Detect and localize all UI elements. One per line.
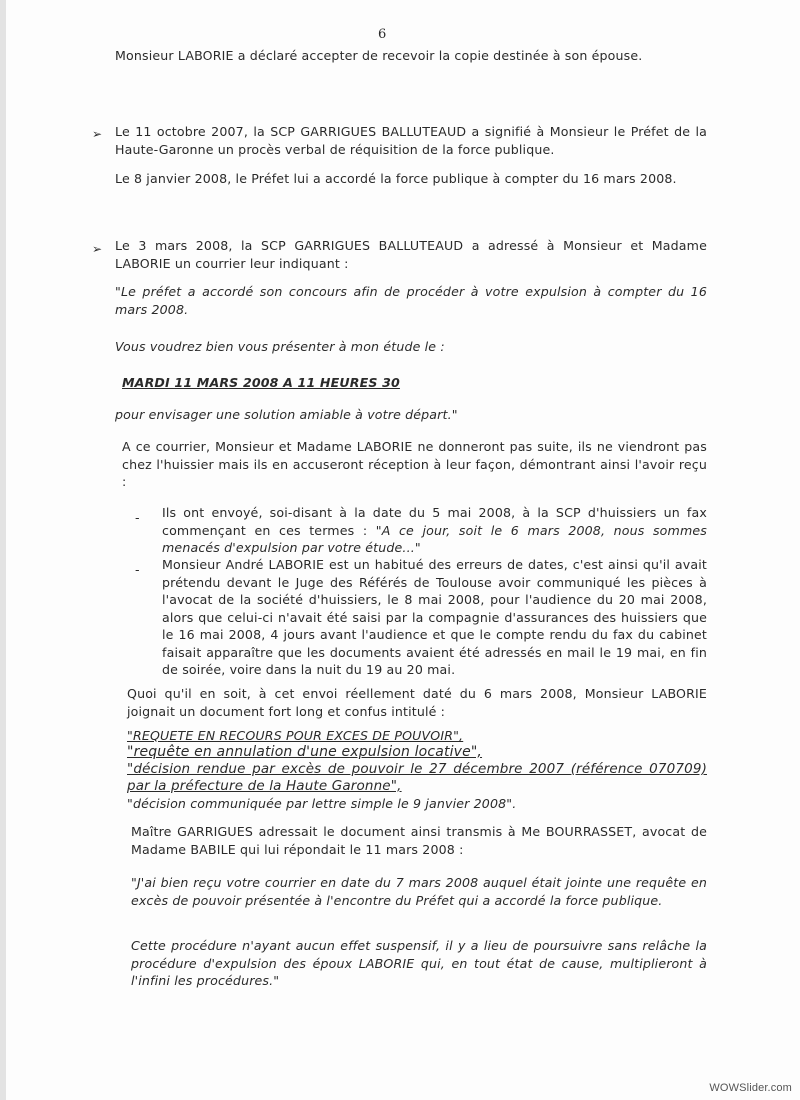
list-item [162,504,707,557]
list-item-text: Ils ont envoyé, soi-disant à la date du 5 mai 2008, à la SCP d'huissiers un fax commençant en ces termes : [162,505,707,538]
title-item: "décision rendue par excès de pouvoir le 27 décembre 2007 (référence 070709) par la préfecture de la Haute Garonne", [127,761,707,794]
quote: pour envisager une solution amiable à votre départ." [115,407,458,422]
page-number: 6 [378,27,387,42]
paragraph: Quoi qu'il en soit, à cet envoi réellement daté du 6 mars 2008, Monsieur LABORIE joignait un document fort long et confus intitulé : [127,686,707,719]
paragraph: A ce courrier, Monsieur et Madame LABORIE ne donneront pas suite, ils ne viendront pas chez l'huissier mais ils en accuseront réception à leur façon, démontrant ainsi l'avoir reçu : [122,439,707,489]
dash-bullet: - [135,510,140,525]
paragraph: Le 8 janvier 2008, le Préfet lui a accordé la force publique à compter du 16 mars 2008. [115,171,677,186]
dash-bullet: - [135,562,140,577]
quote: Cette procédure n'ayant aucun effet suspensif, il y a lieu de poursuivre sans relâche la procédure d'expulsion des époux LABORIE qui, en tout état de cause, multiplieront à l'infini les procédures." [131,938,707,988]
quote: "Le préfet a accordé son concours afin de procéder à votre expulsion à compter du 16 mars 2008. [115,284,707,317]
list-item-quote: "A ce jour, soit le 6 mars 2008, nous sommes menacés d'expulsion par votre étude..." [162,522,707,555]
paragraph: Le 3 mars 2008, la SCP GARRIGUES BALLUTEAUD a adressé à Monsieur et Madame LABORIE un courrier leur indiquant : [115,238,707,271]
title-item: "requête en annulation d'une expulsion locative", [127,744,483,760]
quote: "J'ai bien reçu votre courrier en date du 7 mars 2008 auquel était jointe une requête en excès de pouvoir présentée à l'encontre du Préfet qui a accordé la force publique. [131,875,707,908]
title-list [127,727,707,812]
list-item: Monsieur André LABORIE est un habitué des erreurs de dates, c'est ainsi qu'il avait prétendu devant le Juge des Référés de Toulouse avoir communiqué les pièces à l'avocat de la société d'huissiers, le 8 mai 2008, pour l'audience du 20 mai 2008, alors que celui-ci n'avait été saisi par la compagnie d'assurances des huissiers que le 16 mai 2008, 4 jours avant l'audience et que le compte rendu du fax du cabinet faisait apparaître que les documents avaient été adressés en mail le 19 mai, en fin de soirée, voire dans la nuit du 19 au 20 mai. [162,557,707,677]
quote-date: MARDI 11 MARS 2008 A 11 HEURES 30 [122,375,400,390]
title-item: "décision communiquée par lettre simple le 9 janvier 2008". [127,796,517,811]
arrow-bullet-icon: ➢ [92,127,103,141]
paragraph: Le 11 octobre 2007, la SCP GARRIGUES BALLUTEAUD a signifié à Monsieur le Préfet de la Haute-Garonne un procès verbal de réquisition de la force publique. [115,124,707,157]
paragraph: Monsieur LABORIE a déclaré accepter de recevoir la copie destinée à son épouse. [115,48,643,63]
arrow-bullet-icon: ➢ [92,242,103,256]
watermark: WOWSlider.com [709,1082,792,1094]
title-item: "REQUETE EN RECOURS POUR EXCES DE POUVOIR", [127,728,464,743]
quote: Vous voudrez bien vous présenter à mon étude le : [115,339,445,354]
scan-edge [0,0,6,1100]
paragraph: Maître GARRIGUES adressait le document ainsi transmis à Me BOURRASSET, avocat de Madame BABILE qui lui répondait le 11 mars 2008 : [131,824,707,857]
